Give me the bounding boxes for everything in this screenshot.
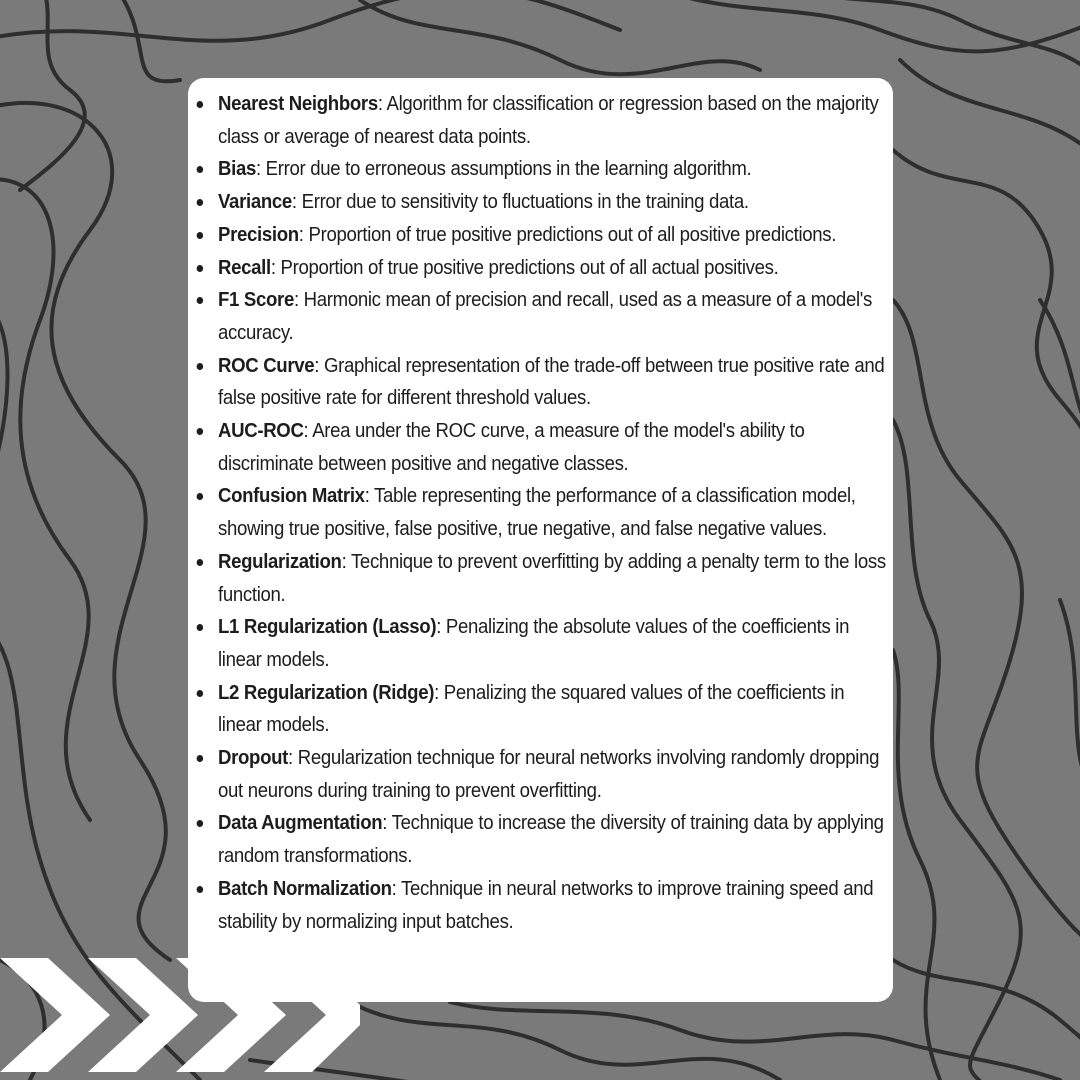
bullet-icon	[197, 755, 204, 762]
list-item	[218, 546, 888, 611]
term: F1 Score	[218, 289, 294, 312]
bullet-icon	[197, 690, 204, 697]
definition: : Technique in neural networks to improve training speed and stability by normalizing input batches.	[218, 877, 874, 933]
term: ROC Curve	[218, 354, 315, 377]
definition: : Technique to increase the diversity of training data by applying random transformations.	[218, 812, 884, 868]
bullet-icon	[197, 886, 204, 893]
definition: : Proportion of true positive predictions out of all positive predictions.	[298, 223, 837, 246]
term: Data Augmentation	[218, 812, 383, 835]
list-item	[218, 284, 888, 349]
term: Variance	[218, 191, 292, 214]
list-item	[218, 153, 888, 186]
bullet-icon	[197, 232, 204, 239]
bullet-icon	[197, 493, 204, 500]
bullet-icon	[197, 199, 204, 206]
term: Confusion Matrix	[218, 485, 365, 508]
list-item	[218, 219, 888, 252]
list-item	[218, 873, 888, 938]
bullet-icon	[197, 820, 204, 827]
list-item	[218, 88, 888, 153]
term: Regularization	[218, 550, 342, 573]
definition: : Penalizing the absolute values of the coefficients in linear models.	[218, 616, 850, 671]
definition: : Regularization technique for neural networks involving randomly dropping out neurons during training to prevent overfitting.	[218, 747, 880, 802]
term: L2 Regularization (Ridge)	[218, 681, 435, 704]
bullet-icon	[197, 166, 204, 173]
term: Precision	[218, 223, 299, 246]
term: AUC-ROC	[218, 420, 304, 443]
glossary-list	[218, 88, 886, 938]
list-item	[218, 611, 888, 676]
list-item	[218, 742, 888, 807]
bullet-icon	[197, 559, 204, 566]
list-item	[218, 350, 888, 415]
term: Dropout	[218, 747, 289, 770]
definition: : Proportion of true positive predictions out of all actual positives.	[270, 256, 779, 279]
term: Bias	[218, 158, 256, 181]
definition: : Penalizing the squared values of the coefficients in linear models.	[218, 681, 845, 737]
definition: : Table representing the performance of a classification model, showing true positive, false positive, true negative, and false negative values.	[218, 485, 856, 541]
term: Recall	[218, 256, 271, 279]
list-item	[218, 480, 888, 545]
list-item	[218, 415, 888, 480]
definition: : Error due to erroneous assumptions in the learning algorithm.	[255, 158, 752, 181]
bullet-icon	[197, 265, 204, 272]
definition: : Algorithm for classification or regression based on the majority class or average of nearest data points.	[218, 93, 879, 148]
bullet-icon	[197, 363, 204, 370]
list-item	[218, 677, 888, 742]
list-item	[218, 186, 888, 219]
term: Batch Normalization	[218, 877, 392, 900]
definition: : Area under the ROC curve, a measure of the model's ability to discriminate between positive and negative classes.	[218, 420, 805, 475]
next-chevrons-icon[interactable]	[0, 950, 360, 1080]
term: Nearest Neighbors	[218, 93, 378, 115]
glossary-card	[188, 78, 893, 1002]
bullet-icon	[197, 428, 204, 435]
definition: : Technique to prevent overfitting by adding a penalty term to the loss function.	[218, 550, 886, 606]
definition: : Graphical representation of the trade-off between true positive rate and false positive rate for different threshold values.	[218, 354, 885, 410]
term: L1 Regularization (Lasso)	[218, 616, 437, 639]
bullet-icon	[197, 101, 204, 108]
list-item	[218, 252, 888, 285]
bullet-icon	[197, 624, 204, 631]
definition: : Harmonic mean of precision and recall, used as a measure of a model's accuracy.	[218, 289, 872, 344]
list-item	[218, 807, 888, 872]
bullet-icon	[197, 297, 204, 304]
definition: : Error due to sensitivity to fluctuations in the training data.	[291, 191, 749, 214]
